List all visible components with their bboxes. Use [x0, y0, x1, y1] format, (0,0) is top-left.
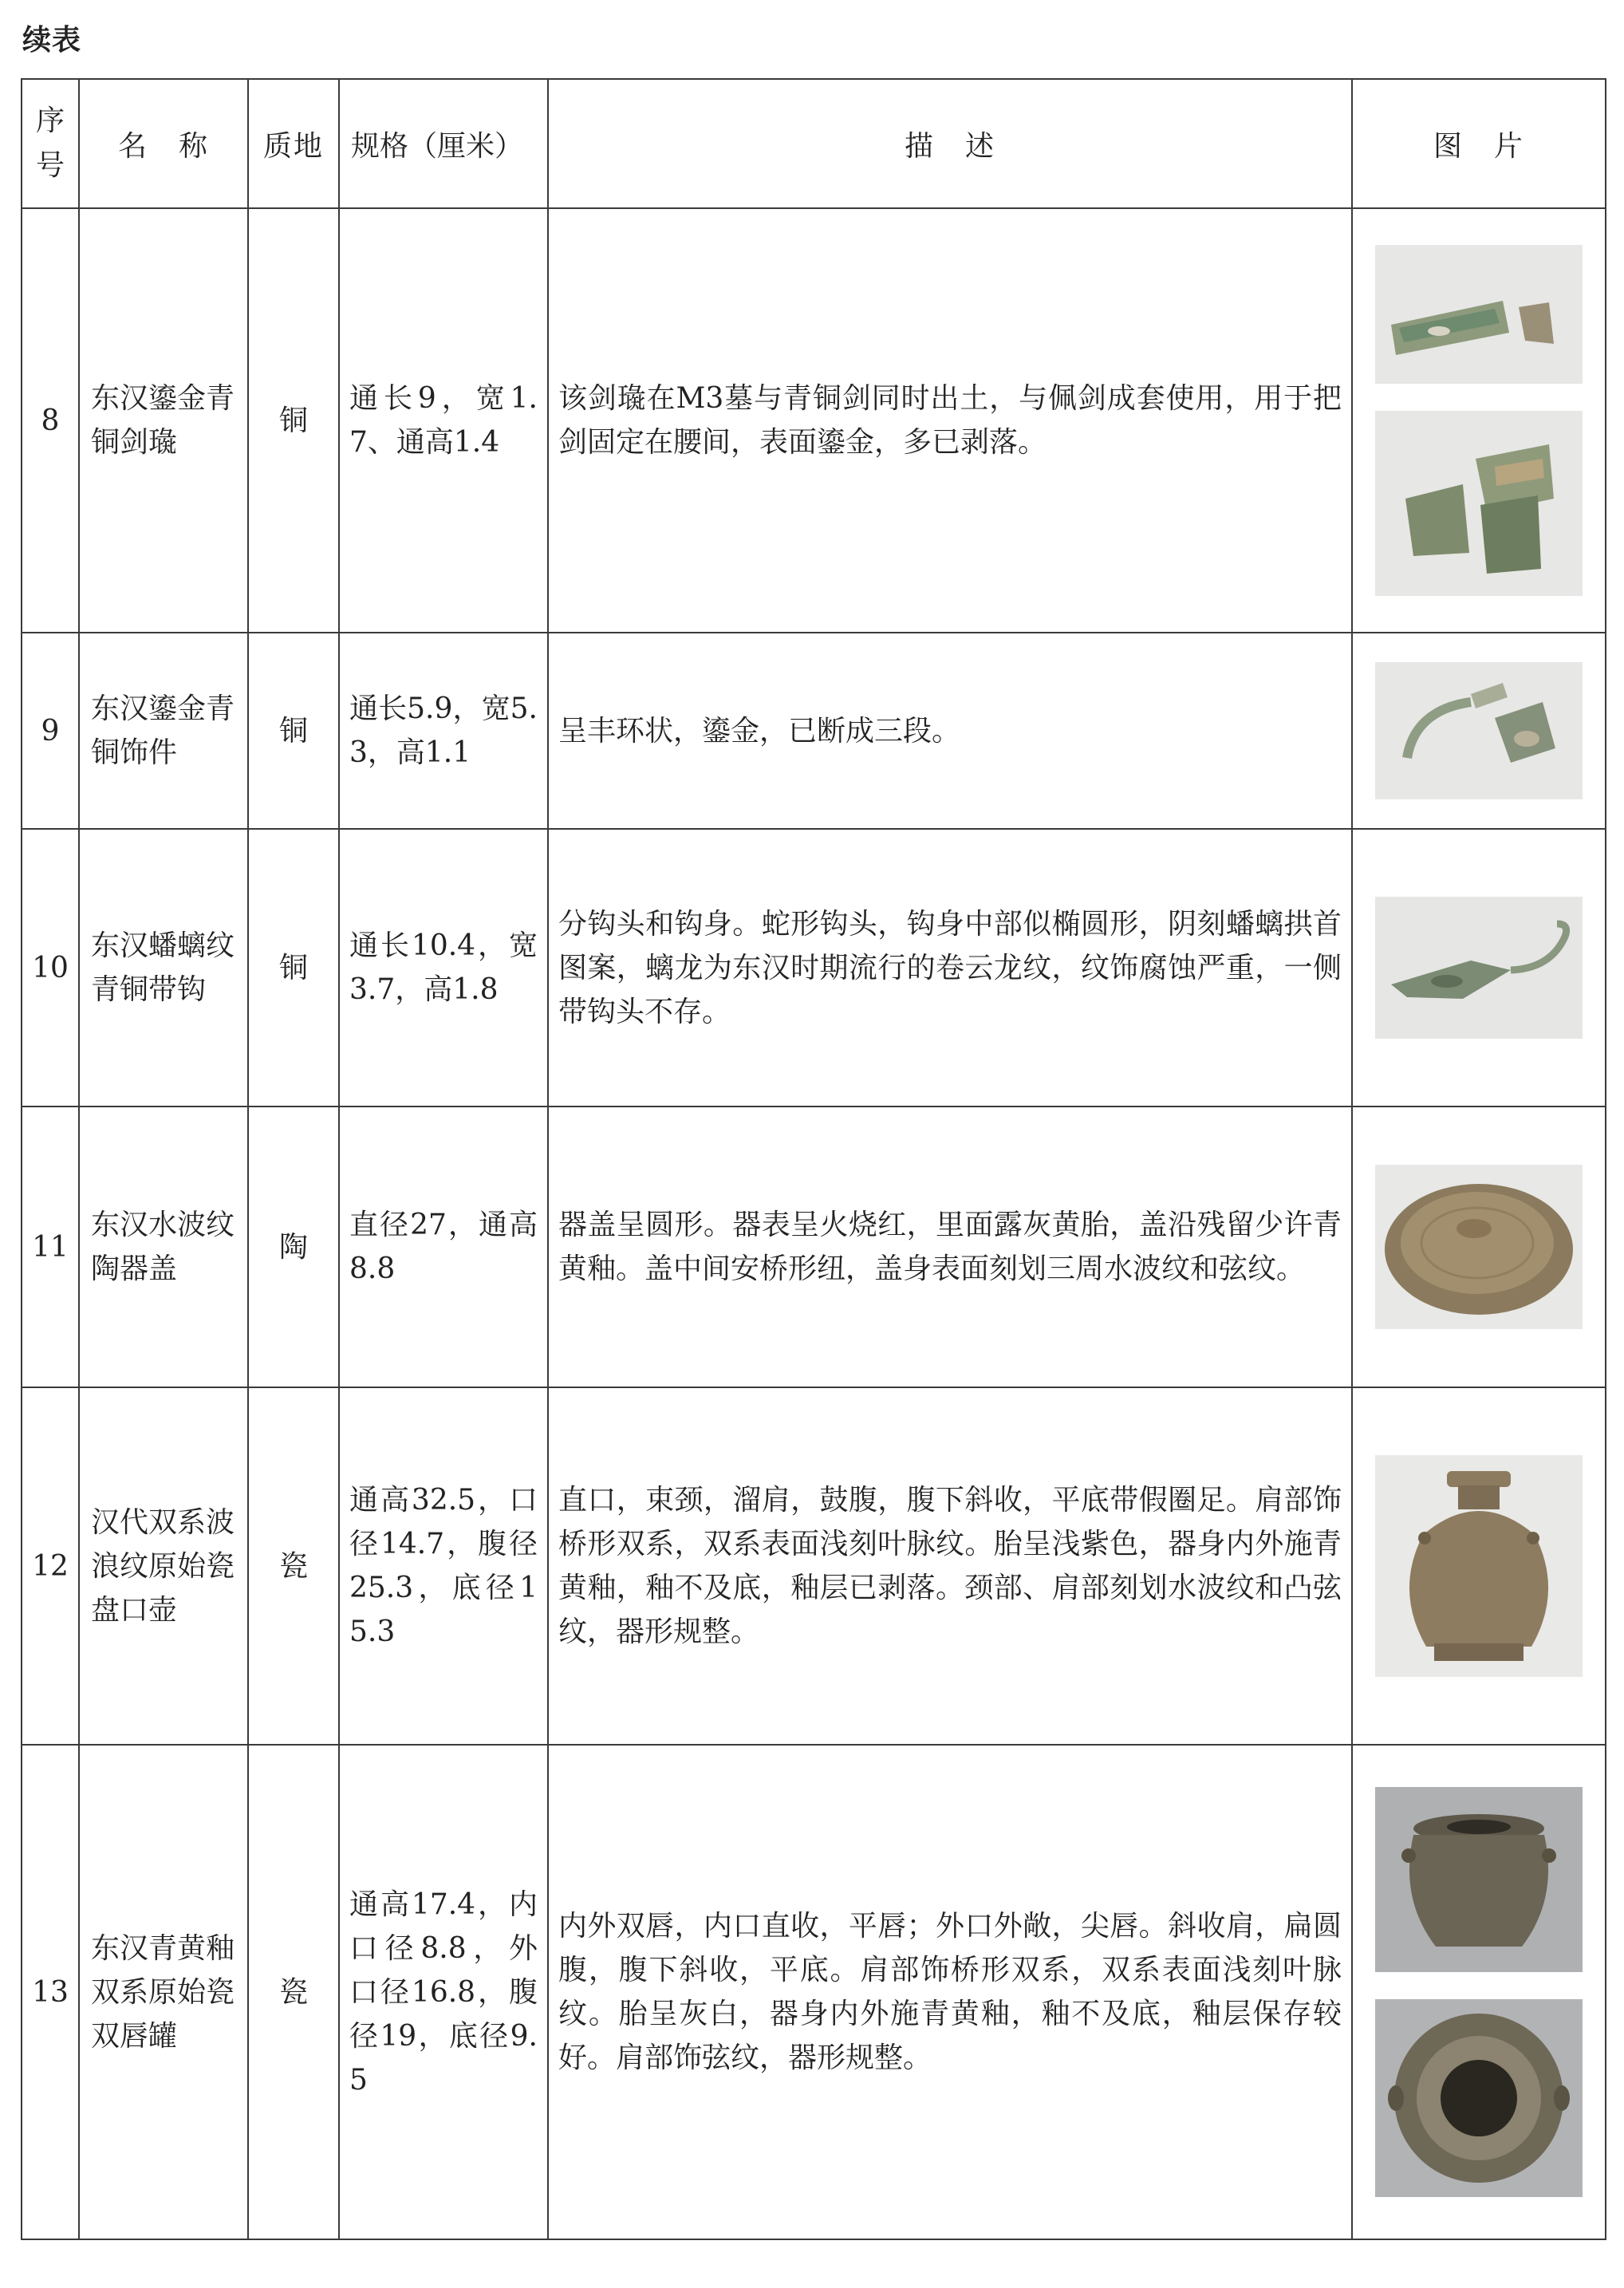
row-index: 9 — [22, 633, 79, 829]
artifact-photo — [1375, 245, 1583, 384]
row-spec: 通长10.4，宽3.7，高1.8 — [339, 829, 548, 1107]
row-index: 13 — [22, 1745, 79, 2239]
header-spec: 规格（厘米） — [339, 79, 548, 208]
row-name: 东汉鎏金青铜饰件 — [79, 633, 248, 829]
row-pictures — [1352, 208, 1606, 633]
row-description: 内外双唇，内口直收，平唇；外口外敞，尖唇。斜收肩，扁圆腹，腹下斜收，平底。肩部饰桥形双系，双系表面浅刻叶脉纹。胎呈灰白，器身内外施青黄釉，釉不及底，釉层保存较好。肩部饰弦纹，器形规整。 — [548, 1745, 1352, 2239]
table-row — [22, 829, 1606, 1107]
artifact-table — [21, 78, 1606, 2240]
row-name: 汉代双系波浪纹原始瓷盘口壶 — [79, 1387, 248, 1745]
row-name: 东汉鎏金青铜剑璏 — [79, 208, 248, 633]
row-spec: 通长5.9，宽5.3，高1.1 — [339, 633, 548, 829]
header-pictures: 图 片 — [1352, 79, 1606, 208]
row-pictures — [1352, 1745, 1606, 2239]
row-material: 铜 — [248, 829, 339, 1107]
header-name: 名 称 — [79, 79, 248, 208]
row-material: 瓷 — [248, 1745, 339, 2239]
row-pictures — [1352, 1107, 1606, 1387]
row-pictures — [1352, 1387, 1606, 1745]
header-index: 序号 — [22, 79, 79, 208]
row-spec: 直径27，通高8.8 — [339, 1107, 548, 1387]
artifact-photo — [1375, 662, 1583, 799]
row-index: 10 — [22, 829, 79, 1107]
row-index: 11 — [22, 1107, 79, 1387]
row-material: 瓷 — [248, 1387, 339, 1745]
row-pictures — [1352, 829, 1606, 1107]
row-description: 直口，束颈，溜肩，鼓腹，腹下斜收，平底带假圈足。肩部饰桥形双系，双系表面浅刻叶脉纹。胎呈浅紫色，器身内外施青黄釉，釉不及底，釉层已剥落。颈部、肩部刻划水波纹和凸弦纹，器形规整。 — [548, 1387, 1352, 1745]
row-spec: 通高17.4，内口径8.8，外口径16.8，腹径19，底径9.5 — [339, 1745, 548, 2239]
table-row — [22, 633, 1606, 829]
artifact-photo — [1375, 1165, 1583, 1329]
row-name: 东汉水波纹陶器盖 — [79, 1107, 248, 1387]
row-spec: 通高32.5，口径14.7，腹径25.3，底径15.3 — [339, 1387, 548, 1745]
table-row — [22, 208, 1606, 633]
artifact-photo — [1375, 1999, 1583, 2197]
row-material: 陶 — [248, 1107, 339, 1387]
row-description: 呈丰环状，鎏金，已断成三段。 — [548, 633, 1352, 829]
artifact-photo — [1375, 897, 1583, 1039]
header-material: 质地 — [248, 79, 339, 208]
table-row — [22, 1387, 1606, 1745]
artifact-photo — [1375, 1787, 1583, 1972]
row-name: 东汉蟠螭纹青铜带钩 — [79, 829, 248, 1107]
row-description: 器盖呈圆形。器表呈火烧红，里面露灰黄胎，盖沿残留少许青黄釉。盖中间安桥形纽，盖身表面刻划三周水波纹和弦纹。 — [548, 1107, 1352, 1387]
header-row — [22, 79, 1606, 208]
page-caption: 续表 — [22, 24, 82, 57]
row-material: 铜 — [248, 633, 339, 829]
row-index: 8 — [22, 208, 79, 633]
table-row — [22, 1107, 1606, 1387]
row-description: 该剑璏在M3墓与青铜剑同时出土，与佩剑成套使用，用于把剑固定在腰间，表面鎏金，多已剥落。 — [548, 208, 1352, 633]
artifact-photo — [1375, 1455, 1583, 1677]
artifact-photo — [1375, 411, 1583, 596]
header-description: 描 述 — [548, 79, 1352, 208]
row-description: 分钩头和钩身。蛇形钩头，钩身中部似椭圆形，阴刻蟠螭拱首图案，螭龙为东汉时期流行的卷云龙纹，纹饰腐蚀严重，一侧带钩头不存。 — [548, 829, 1352, 1107]
row-material: 铜 — [248, 208, 339, 633]
row-name: 东汉青黄釉双系原始瓷双唇罐 — [79, 1745, 248, 2239]
table-row — [22, 1745, 1606, 2239]
row-pictures — [1352, 633, 1606, 829]
row-spec: 通长9，宽1.7、通高1.4 — [339, 208, 548, 633]
row-index: 12 — [22, 1387, 79, 1745]
